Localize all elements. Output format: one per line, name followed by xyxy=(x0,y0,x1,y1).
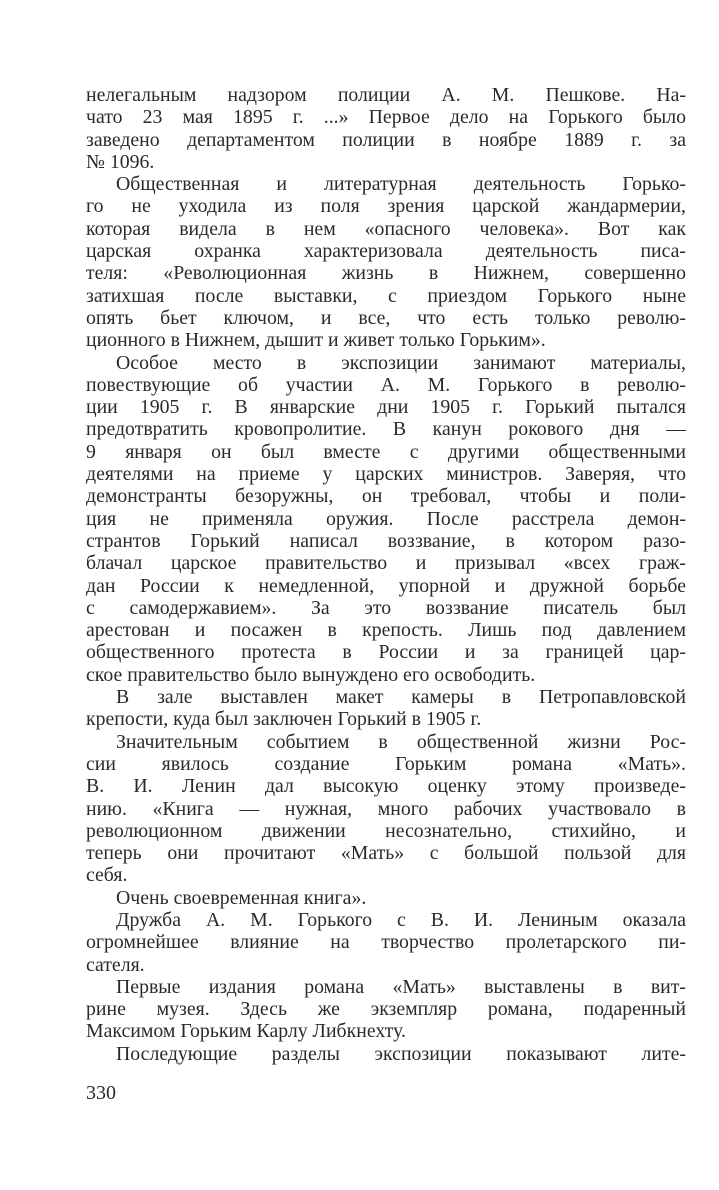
text-line: Первые издания романа «Мать» выставлены в вит- xyxy=(116,975,686,998)
text-line: которая видела в нем «опасного человека». Вот как xyxy=(86,217,686,240)
paragraph xyxy=(86,352,686,686)
text-line: революционном движении несознательно, стихийно, и xyxy=(86,819,686,842)
text-line: Очень своевременная книга». xyxy=(116,886,367,909)
text-line: огромнейшее влияние на творчество пролетарского пи- xyxy=(86,931,686,954)
page-number: 330 xyxy=(86,1082,116,1104)
text-line: арестован и посажен в крепость. Лишь под давлением xyxy=(86,619,686,642)
text-line: Дружба А. М. Горького с В. И. Лениным оказала xyxy=(116,908,686,931)
text-line: Значительным событием в общественной жизни Рос- xyxy=(116,730,686,753)
text-line: В. И. Ленин дал высокую оценку этому произведе- xyxy=(86,775,686,798)
text-line: сии явилось создание Горьким романа «Мать». xyxy=(86,752,686,775)
text-line: Последующие разделы экспозиции показывают лите- xyxy=(116,1042,686,1065)
text-line: рине музея. Здесь же экземпляр романа, подаренный xyxy=(86,998,686,1021)
text-line: блачал царское правительство и призывал «всех граж- xyxy=(86,552,686,575)
paragraph xyxy=(86,173,686,351)
text-line: ции 1905 г. В январские дни 1905 г. Горький пытался xyxy=(86,396,686,419)
text-line: ское правительство было вынуждено его освободить. xyxy=(86,663,536,686)
text-line: деятелями на приеме у царских министров. Заверяя, что xyxy=(86,463,686,486)
text-line: царская охранка характеризовала деятельность писа- xyxy=(86,240,686,263)
page-text-body xyxy=(86,84,686,1065)
text-line: ционного в Нижнем, дышит и живет только Горьким». xyxy=(86,329,546,352)
text-line: дан России к немедленной, упорной и дружной борьбе xyxy=(86,574,686,597)
text-line: нелегальным надзором полиции А. М. Пешкове. На- xyxy=(86,84,686,106)
text-line: демонстранты безоружны, он требовал, чтобы и поли- xyxy=(86,485,686,508)
text-line: Общественная и литературная деятельность Горько- xyxy=(116,173,686,196)
text-line: ция не применяла оружия. После расстрела демон- xyxy=(86,507,686,530)
text-line: затихшая после выставки, с приездом Горького ныне xyxy=(86,284,686,307)
text-line: крепости, куда был заключен Горький в 1905 г. xyxy=(86,708,482,731)
text-line: № 1096. xyxy=(86,150,155,173)
text-line: теперь они прочитают «Мать» с большой пользой для xyxy=(86,842,686,865)
text-line: сателя. xyxy=(86,953,145,976)
text-line: го не уходила из поля зрения царской жандармерии, xyxy=(86,195,686,218)
text-line: повествующие об участии А. М. Горького в револю- xyxy=(86,373,686,396)
text-line: предотвратить кровопролитие. В канун рокового дня — xyxy=(86,418,686,441)
paragraph xyxy=(86,84,686,173)
paragraph xyxy=(86,887,686,909)
text-line: странтов Горький написал воззвание, в котором разо- xyxy=(86,529,686,552)
paragraph xyxy=(86,1043,686,1065)
text-line: себя. xyxy=(86,864,128,887)
paragraph xyxy=(86,976,686,1043)
text-line: Максимом Горьким Карлу Либкнехту. xyxy=(86,1020,406,1043)
text-line: 9 января он был вместе с другими общественными xyxy=(86,440,686,463)
text-line: с самодержавием». За это воззвание писатель был xyxy=(86,596,686,619)
text-line: чато 23 мая 1895 г. ...» Первое дело на Горького было xyxy=(86,106,686,129)
text-line: нию. «Книга — нужная, много рабочих участвовало в xyxy=(86,797,686,820)
text-line: опять бьет ключом, и все, что есть только револю- xyxy=(86,306,686,329)
text-line: Особое место в экспозиции занимают материалы, xyxy=(116,351,686,374)
paragraph xyxy=(86,686,686,731)
text-line: общественного протеста в России и за границей цар- xyxy=(86,641,686,664)
text-line: теля: «Революционная жизнь в Нижнем, совершенно xyxy=(86,262,686,285)
text-line: В зале выставлен макет камеры в Петропавловской xyxy=(116,686,686,709)
paragraph xyxy=(86,731,686,887)
text-line: заведено департаментом полиции в ноябре 1889 г. за xyxy=(86,128,686,151)
paragraph xyxy=(86,909,686,976)
